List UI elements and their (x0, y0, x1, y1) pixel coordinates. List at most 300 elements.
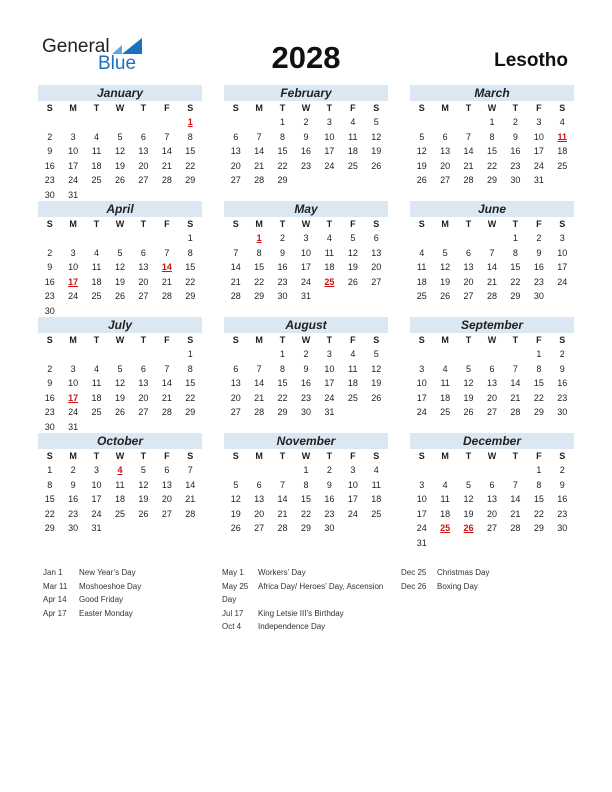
weekday-label: S (373, 335, 380, 345)
day-cell: 5 (442, 247, 448, 258)
day-cell (108, 304, 131, 319)
weekday-header (38, 449, 202, 463)
day-cell (365, 173, 388, 188)
weekday-label: S (373, 219, 380, 229)
day-cell: 11 (440, 378, 450, 388)
day-cell: 10 (68, 146, 79, 156)
month-title: November (224, 433, 388, 449)
day-cell: 5 (350, 233, 356, 243)
weekday-header (410, 217, 574, 231)
day-cell: 22 (510, 276, 521, 287)
day-cell (108, 521, 131, 536)
day-cell: 27 (138, 175, 149, 185)
week-row (410, 115, 574, 130)
month-june (410, 201, 574, 304)
day-cell: 14 (254, 146, 265, 156)
week-row (38, 405, 202, 420)
day-cell: 22 (44, 508, 55, 519)
day-cell: 18 (114, 494, 125, 504)
day-cell: 16 (557, 494, 568, 504)
day-cell: 25 (371, 508, 382, 519)
month-title: December (410, 433, 574, 449)
month-title: June (410, 201, 574, 217)
day-cell: 15 (185, 262, 196, 272)
week-row (224, 463, 388, 478)
day-cell: 24 (557, 276, 568, 287)
day-cell (179, 304, 202, 319)
day-cell: 6 (466, 247, 472, 258)
week-row (410, 130, 574, 145)
week-row (410, 536, 574, 551)
day-cell: 3 (419, 363, 425, 374)
day-cell: 2 (303, 117, 309, 127)
day-cell (504, 536, 527, 551)
day-cell: 9 (70, 479, 76, 490)
day-cell: 9 (47, 262, 53, 272)
weekday-label: T (465, 335, 472, 345)
day-cell: 4 (442, 479, 448, 490)
day-cell: 17 (416, 392, 427, 403)
weekday-label: T (93, 451, 100, 461)
day-cell: 17 (533, 146, 544, 156)
day-cell: 29 (185, 291, 196, 301)
day-cell: 25 (91, 407, 102, 417)
week-row (410, 289, 574, 304)
day-cell (480, 536, 503, 551)
weekday-label: T (465, 103, 472, 113)
month-title: March (410, 85, 574, 101)
day-cell: 21 (161, 160, 172, 171)
day-cell (480, 347, 503, 362)
week-row (224, 521, 388, 536)
day-cell: 17 (557, 262, 568, 272)
day-cell: 11 (91, 262, 102, 272)
weekday-label: M (255, 335, 263, 345)
day-cell: 7 (512, 363, 518, 374)
day-cell: 17 (300, 262, 311, 272)
day-cell (365, 521, 388, 536)
day-cell: 2 (559, 465, 565, 475)
day-cell: 22 (185, 276, 196, 287)
day-cell: 21 (185, 494, 196, 504)
day-cell: 4 (559, 117, 565, 127)
day-cell: 20 (486, 508, 497, 519)
day-cell: 10 (324, 363, 335, 374)
weekday-label: T (279, 103, 286, 113)
day-cell: 2 (559, 349, 565, 359)
day-cell: 29 (277, 407, 288, 417)
day-cell: 27 (371, 276, 382, 287)
day-cell: 30 (557, 523, 568, 533)
holiday-item (222, 620, 398, 634)
weekday-header (38, 101, 202, 115)
day-cell: 21 (463, 160, 474, 171)
weekday-label: T (465, 451, 472, 461)
day-cell: 15 (185, 378, 196, 388)
day-cell: 11 (348, 131, 358, 142)
week-row (224, 376, 388, 391)
day-cell: 12 (114, 378, 125, 388)
day-cell (61, 347, 84, 362)
day-cell: 8 (256, 247, 262, 258)
holiday-name: Good Friday (79, 595, 124, 604)
weekday-label: S (418, 219, 425, 229)
day-cell: 29 (533, 407, 544, 417)
weekday-label: M (255, 219, 263, 229)
day-cell: 10 (68, 378, 79, 388)
day-cell: 18 (347, 378, 358, 388)
day-cell: 19 (230, 508, 241, 519)
day-cell: 29 (277, 175, 288, 185)
weekday-header (224, 101, 388, 115)
weekday-header (224, 449, 388, 463)
day-cell: 14 (161, 262, 172, 272)
day-cell: 31 (91, 523, 102, 533)
day-cell: 4 (350, 117, 356, 127)
week-row (410, 521, 574, 536)
day-cell: 17 (68, 392, 79, 403)
weekday-label: T (279, 335, 286, 345)
day-cell: 31 (300, 291, 311, 301)
day-cell: 4 (326, 233, 332, 243)
day-cell (551, 173, 574, 188)
day-cell: 14 (510, 378, 521, 388)
weekday-label: M (255, 451, 263, 461)
day-cell: 7 (280, 479, 286, 490)
day-cell: 20 (463, 276, 474, 287)
day-cell: 18 (91, 392, 102, 403)
day-cell: 2 (512, 117, 518, 127)
day-cell: 20 (161, 494, 172, 504)
weekday-label: S (187, 335, 194, 345)
weekday-label: T (465, 219, 472, 229)
day-cell: 14 (161, 378, 172, 388)
week-row (410, 362, 574, 377)
day-cell: 28 (510, 523, 521, 533)
day-cell: 30 (68, 523, 79, 533)
week-row (38, 347, 202, 362)
day-cell: 1 (256, 233, 262, 243)
day-cell: 15 (277, 378, 288, 388)
day-cell: 18 (371, 494, 382, 504)
day-cell (224, 115, 247, 130)
day-cell: 16 (557, 378, 568, 388)
day-cell (410, 231, 433, 246)
day-cell: 26 (114, 291, 125, 301)
day-cell: 5 (117, 363, 123, 374)
holiday-date: May 25 (222, 581, 249, 591)
weekday-label: W (487, 451, 497, 461)
weekday-header (410, 333, 574, 347)
day-cell: 9 (536, 247, 542, 258)
day-cell: 1 (489, 117, 495, 127)
weekday-label: M (255, 103, 263, 113)
day-cell: 16 (533, 262, 544, 272)
weekday-label: T (512, 335, 519, 345)
day-cell: 29 (510, 291, 521, 301)
holiday-date: Jan 1 (43, 568, 63, 577)
weekday-header (38, 217, 202, 231)
week-row (224, 289, 388, 304)
day-cell: 9 (559, 363, 565, 374)
day-cell: 5 (466, 363, 472, 374)
day-cell: 7 (164, 247, 170, 258)
day-cell: 29 (533, 523, 544, 533)
holiday-name: Moshoeshoe Day (79, 581, 142, 591)
day-cell: 26 (416, 175, 427, 185)
day-cell (365, 405, 388, 420)
weekday-label: S (373, 103, 380, 113)
day-cell: 24 (533, 160, 544, 171)
day-cell: 5 (373, 349, 379, 359)
day-cell: 2 (326, 465, 332, 475)
weekday-label: F (164, 451, 170, 461)
holiday-date: Mar 11 (43, 581, 68, 591)
week-row (38, 159, 202, 174)
weekday-header (38, 333, 202, 347)
weekday-label: S (187, 103, 194, 113)
day-cell: 14 (161, 146, 172, 156)
day-cell: 8 (187, 247, 193, 258)
day-cell: 7 (233, 247, 239, 258)
day-cell: 7 (164, 131, 170, 142)
day-cell: 25 (91, 291, 102, 301)
day-cell (527, 536, 550, 551)
weekday-label: W (115, 335, 125, 345)
day-cell: 22 (277, 392, 288, 403)
day-cell: 29 (44, 523, 55, 533)
weekday-label: T (140, 219, 147, 229)
day-cell (155, 347, 178, 362)
day-cell: 3 (536, 117, 542, 127)
day-cell: 14 (486, 262, 497, 272)
day-cell: 24 (347, 508, 358, 519)
day-cell: 14 (254, 378, 265, 388)
day-cell: 24 (300, 276, 311, 287)
day-cell: 28 (510, 407, 521, 417)
holiday-name: Independence Day (258, 622, 326, 631)
day-cell: 13 (440, 146, 451, 156)
day-cell: 13 (371, 247, 382, 258)
day-cell: 7 (164, 363, 170, 374)
day-cell (85, 188, 108, 203)
weekday-label: T (326, 219, 333, 229)
day-cell: 24 (324, 160, 335, 171)
weekday-label: M (441, 335, 449, 345)
day-cell: 14 (185, 479, 196, 490)
holiday-name: Christmas Day (437, 568, 490, 577)
day-cell: 23 (557, 392, 568, 403)
weekday-header (410, 449, 574, 463)
day-cell: 30 (44, 189, 55, 200)
month-august (224, 317, 388, 420)
day-cell: 8 (187, 131, 193, 142)
week-row (38, 492, 202, 507)
day-cell: 25 (91, 175, 102, 185)
day-cell: 9 (512, 131, 518, 142)
month-april (38, 201, 202, 318)
month-may (224, 201, 388, 304)
day-cell: 6 (489, 479, 495, 490)
day-cell (294, 173, 317, 188)
day-cell (318, 173, 341, 188)
day-cell: 24 (68, 175, 79, 185)
day-cell: 25 (114, 508, 125, 519)
month-title: July (38, 317, 202, 333)
day-cell: 3 (559, 233, 565, 243)
day-cell: 22 (486, 160, 497, 171)
day-cell: 10 (300, 247, 311, 258)
day-cell: 26 (138, 508, 149, 519)
day-cell: 6 (442, 131, 448, 142)
day-cell: 23 (324, 508, 335, 519)
day-cell: 26 (463, 407, 474, 417)
day-cell: 1 (187, 349, 193, 359)
day-cell: 14 (277, 494, 288, 504)
day-cell (410, 463, 433, 478)
day-cell: 9 (47, 378, 53, 388)
week-row (410, 275, 574, 290)
week-row (410, 260, 574, 275)
day-cell (38, 231, 61, 246)
weekday-header (224, 217, 388, 231)
weekday-header (410, 101, 574, 115)
day-cell: 13 (138, 378, 149, 388)
holiday-item (43, 607, 219, 621)
day-cell: 9 (47, 146, 53, 156)
weekday-label: M (69, 335, 77, 345)
day-cell (551, 536, 574, 551)
day-cell: 1 (47, 465, 53, 475)
holiday-item (222, 580, 387, 607)
day-cell: 28 (254, 407, 265, 417)
weekday-header (224, 333, 388, 347)
day-cell: 10 (91, 479, 102, 490)
day-cell (155, 231, 178, 246)
day-cell: 23 (510, 160, 521, 171)
weekday-label: W (301, 335, 311, 345)
day-cell: 18 (557, 146, 568, 156)
day-cell: 26 (114, 175, 125, 185)
day-cell (61, 304, 84, 319)
day-cell: 26 (371, 392, 382, 403)
holiday-date: Dec 26 (401, 581, 427, 591)
month-title: January (38, 85, 202, 101)
day-cell: 19 (440, 276, 451, 287)
day-cell: 1 (536, 349, 542, 359)
day-cell: 18 (440, 508, 451, 519)
weekday-label: F (536, 451, 542, 461)
weekday-label: F (350, 451, 356, 461)
weekday-label: F (350, 335, 356, 345)
day-cell: 8 (47, 479, 53, 490)
day-cell: 1 (512, 233, 518, 243)
day-cell: 9 (326, 479, 332, 490)
day-cell: 22 (300, 508, 311, 519)
day-cell (433, 536, 456, 551)
day-cell: 9 (559, 479, 565, 490)
weekday-label: S (187, 451, 194, 461)
day-cell: 18 (324, 262, 335, 272)
month-title: August (224, 317, 388, 333)
holiday-name: King Letsie III’s Birthday (258, 608, 344, 618)
day-cell: 24 (68, 407, 79, 417)
day-cell: 12 (114, 146, 125, 156)
day-cell: 30 (557, 407, 568, 417)
holiday-item (222, 566, 398, 580)
week-row (410, 478, 574, 493)
weekday-label: T (279, 219, 286, 229)
day-cell: 6 (164, 465, 170, 475)
week-row (410, 376, 574, 391)
day-cell: 2 (303, 349, 309, 359)
day-cell: 17 (347, 494, 358, 504)
day-cell: 13 (486, 378, 497, 388)
day-cell: 13 (463, 262, 474, 272)
day-cell (179, 420, 202, 435)
day-cell: 22 (185, 160, 196, 171)
weekday-label: T (140, 103, 147, 113)
day-cell: 27 (486, 523, 497, 533)
day-cell (132, 231, 155, 246)
day-cell: 30 (300, 407, 311, 417)
week-row (224, 347, 388, 362)
day-cell: 7 (489, 247, 495, 258)
weekday-label: W (115, 103, 125, 113)
day-cell (155, 304, 178, 319)
weekday-label: M (441, 451, 449, 461)
day-cell: 4 (350, 349, 356, 359)
week-row (38, 376, 202, 391)
day-cell: 6 (233, 131, 239, 142)
day-cell: 26 (463, 523, 474, 533)
day-cell (132, 347, 155, 362)
week-row (38, 246, 202, 261)
weekday-label: T (140, 335, 147, 345)
weekday-label: F (536, 103, 542, 113)
day-cell: 22 (533, 392, 544, 403)
day-cell: 20 (138, 392, 149, 403)
week-row (410, 144, 574, 159)
weekday-label: S (418, 451, 425, 461)
day-cell: 17 (68, 276, 79, 287)
holiday-date: Apr 14 (43, 595, 67, 604)
day-cell: 1 (536, 465, 542, 475)
day-cell: 12 (463, 494, 474, 504)
weekday-label: T (93, 103, 100, 113)
weekday-label: W (115, 219, 125, 229)
day-cell: 10 (68, 262, 79, 272)
day-cell: 20 (254, 508, 265, 519)
day-cell: 26 (371, 160, 382, 171)
day-cell: 3 (326, 117, 332, 127)
weekday-label: T (326, 103, 333, 113)
weekday-label: M (69, 219, 77, 229)
week-row (224, 362, 388, 377)
day-cell (179, 521, 202, 536)
day-cell: 11 (440, 494, 450, 504)
day-cell: 28 (185, 508, 196, 519)
day-cell: 3 (70, 131, 76, 142)
day-cell: 12 (371, 363, 382, 374)
week-row (410, 173, 574, 188)
day-cell: 19 (114, 276, 125, 287)
day-cell (480, 463, 503, 478)
day-cell (341, 405, 364, 420)
day-cell: 14 (230, 262, 241, 272)
weekday-label: S (46, 335, 53, 345)
month-title: February (224, 85, 388, 101)
